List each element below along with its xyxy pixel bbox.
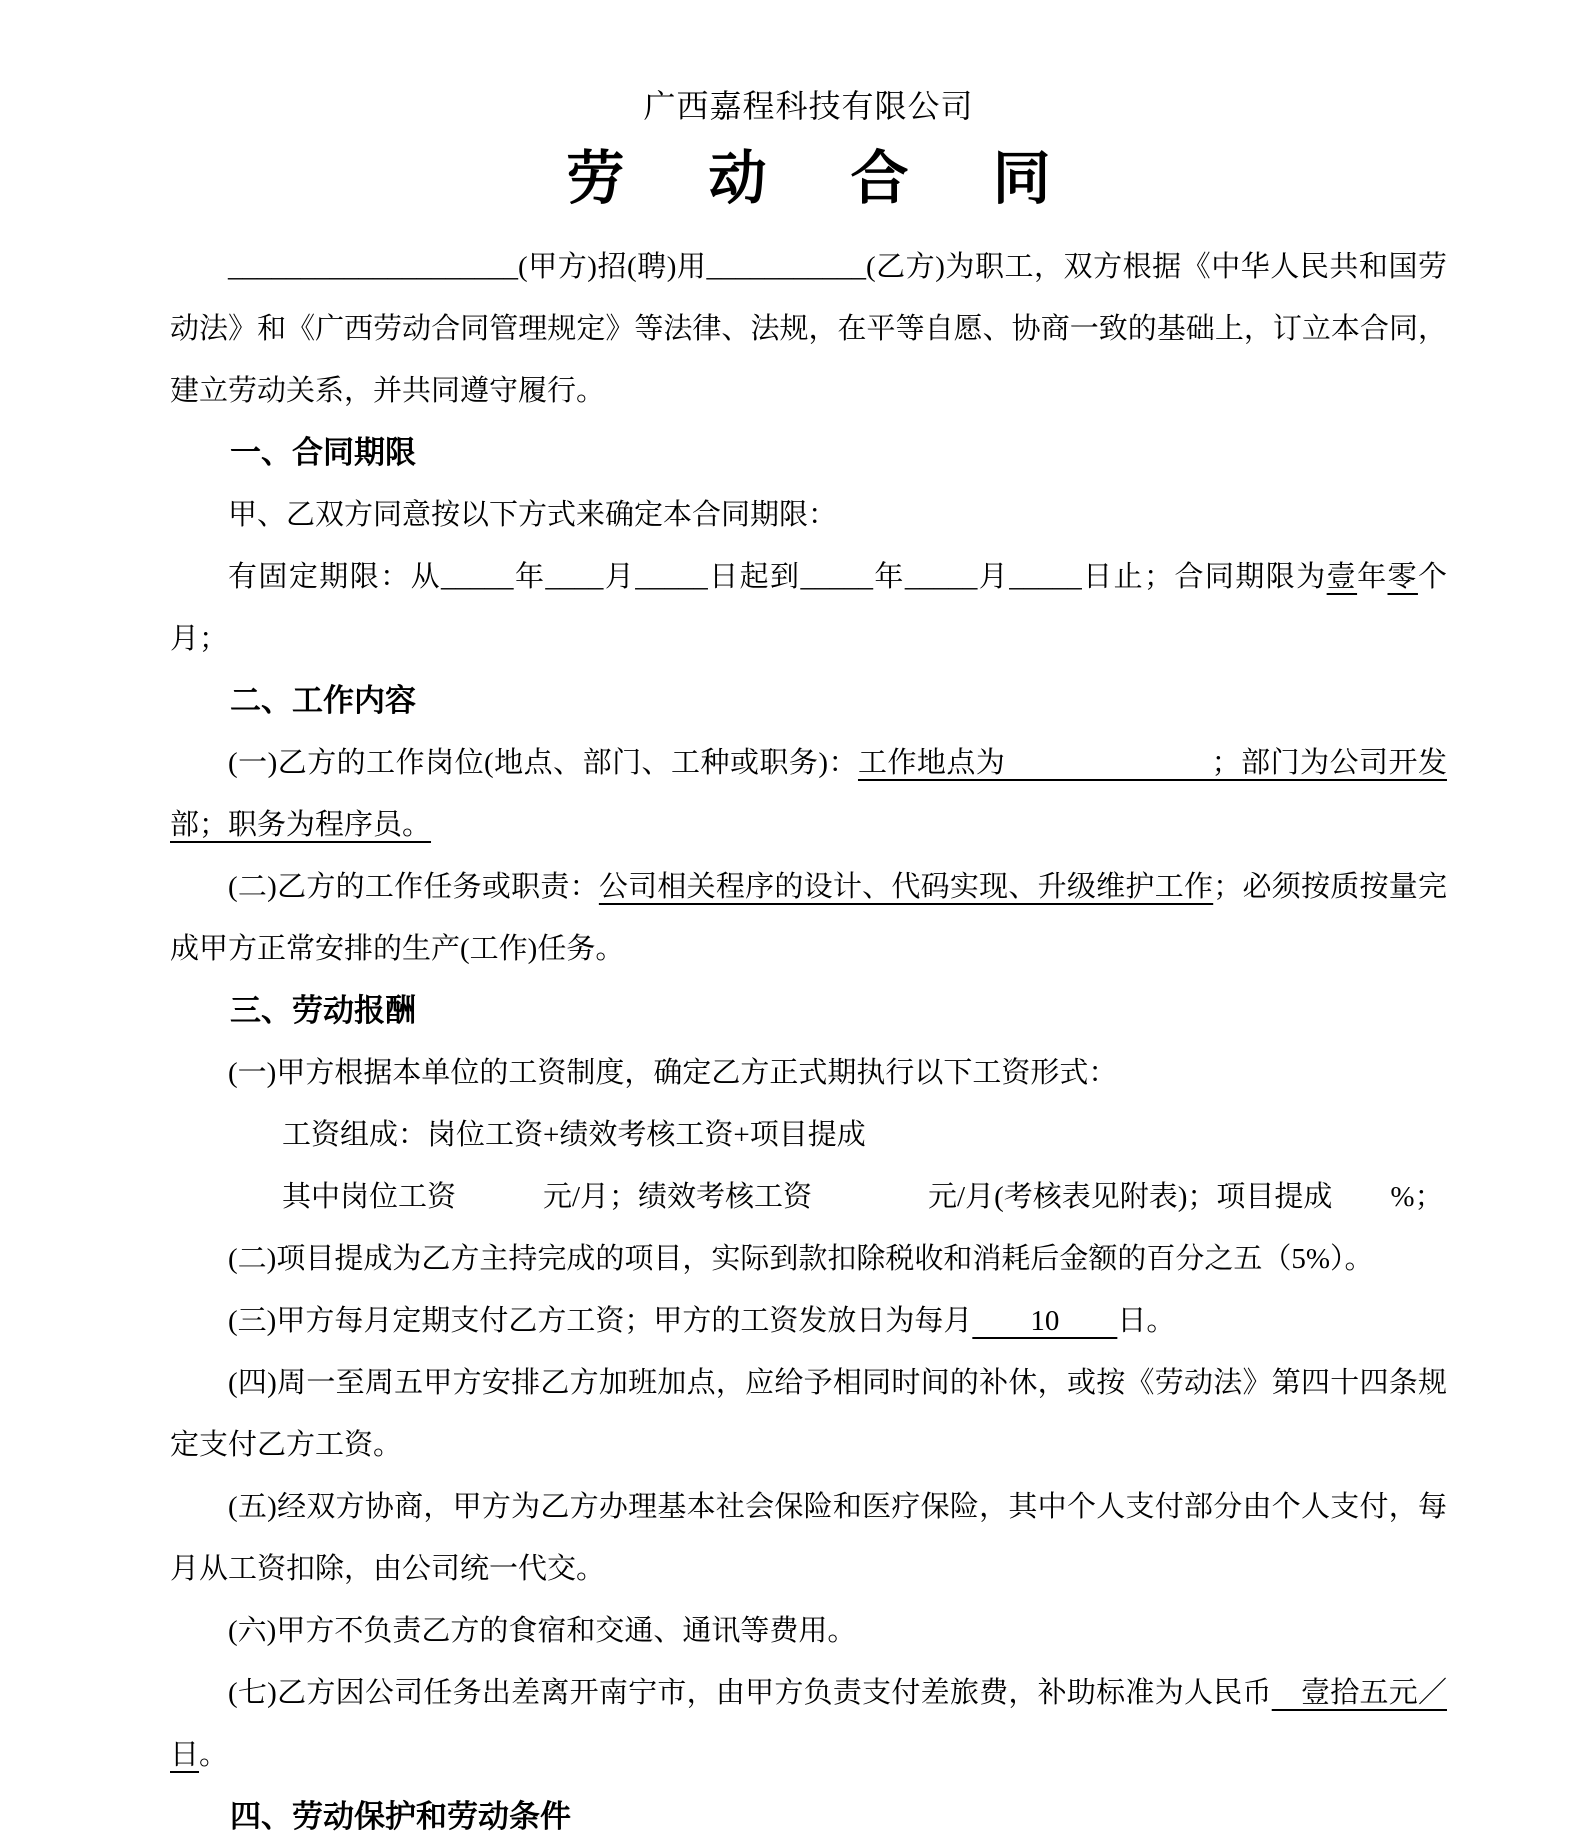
pay-day-value: 10 <box>972 1305 1118 1337</box>
expenses-paragraph: (六)甲方不负责乙方的食宿和交通、通讯等费用。 <box>228 1615 857 1647</box>
section-3-heading: 三、劳动报酬 <box>230 993 416 1028</box>
fixed-term-text: 有固定期限：从_____年____月_____日起到_____年_____月_____日止；合同期限为 <box>228 561 1327 593</box>
term-years-value: 壹 <box>1326 561 1358 593</box>
work-position-label: (一)乙方的工作岗位(地点、部门、工种或职务)： <box>228 747 858 779</box>
salary-form-paragraph: (一)甲方根据本单位的工资制度，确定乙方正式期执行以下工资形式： <box>228 1057 1118 1089</box>
project-commission-paragraph: (二)项目提成为乙方主持完成的项目，实际到款扣除税收和消耗后金额的百分之五（5%）。 <box>228 1243 1374 1275</box>
salary-amounts-line: 其中岗位工资 元/月；绩效考核工资 元/月(考核表见附表)；项目提成 %； <box>282 1181 1444 1213</box>
work-duty-value: 公司相关程序的设计、代码实现、升级维护工作 <box>598 871 1214 903</box>
salary-composition-line: 工资组成：岗位工资+绩效考核工资+项目提成 <box>282 1119 866 1151</box>
work-duty-label: (二)乙方的工作任务或职责： <box>228 871 599 903</box>
work-duty-paragraph <box>170 856 1447 980</box>
year-label: 年 <box>1357 561 1388 593</box>
pay-day-paragraph <box>170 1290 1447 1352</box>
overtime-paragraph: (四)周一至周五甲方安排乙方加班加点，应给予相同时间的补休，或按《劳动法》第四十四条规定支付乙方工资。 <box>170 1367 1447 1461</box>
term-months-value: 零 <box>1387 561 1418 593</box>
intro-text-after-party-b: (乙方)为职工，双方根据《中华人民共和国劳动法》和《广西劳动合同管理规定》等法律、法规，在平等自愿、协商一致的基础上，订立本合同，建立劳动关系，并共同遵守履行。 <box>170 251 1447 407</box>
work-position-value: 工作地点为 ；部门为公司开发部；职务为程序员。 <box>170 747 1447 841</box>
fixed-term-suffix: 个月； <box>170 561 1447 655</box>
section-4-heading: 四、劳动保护和劳动条件 <box>230 1799 571 1834</box>
party-a-blank: ____________________ <box>228 251 518 283</box>
section-2-heading: 二、工作内容 <box>230 683 416 718</box>
travel-allowance-paragraph <box>170 1662 1447 1786</box>
section-1-agreement-line: 甲、乙双方同意按以下方式来确定本合同期限： <box>228 499 838 531</box>
travel-allowance-label: (七)乙方因公司任务出差离开南宁市，由甲方负责支付差旅费，补助标准为人民币 <box>228 1677 1272 1709</box>
company-name: 广西嘉程科技有限公司 <box>643 88 974 124</box>
pay-day-suffix: 日。 <box>1117 1305 1176 1337</box>
section-1-fixed-term-line <box>170 546 1447 670</box>
intro-text-after-party-a: (甲方)招(聘)用 <box>518 251 707 283</box>
section-1-heading: 一、合同期限 <box>230 435 416 470</box>
travel-allowance-suffix: 。 <box>199 1739 229 1771</box>
pay-day-label: (三)甲方每月定期支付乙方工资；甲方的工资发放日为每月 <box>228 1305 973 1337</box>
intro-paragraph <box>170 236 1447 422</box>
work-position-paragraph <box>170 732 1447 856</box>
work-duty-suffix: ；必须按质按量完成甲方正常安排的生产(工作)任务。 <box>170 871 1447 965</box>
insurance-paragraph: (五)经双方协商，甲方为乙方办理基本社会保险和医疗保险，其中个人支付部分由个人支付，每月从工资扣除，由公司统一代交。 <box>170 1491 1447 1585</box>
travel-allowance-value: 壹拾五元／日 <box>170 1677 1447 1771</box>
party-b-blank: ___________ <box>706 251 866 283</box>
document-title: 劳 动 合 同 <box>566 146 1086 211</box>
